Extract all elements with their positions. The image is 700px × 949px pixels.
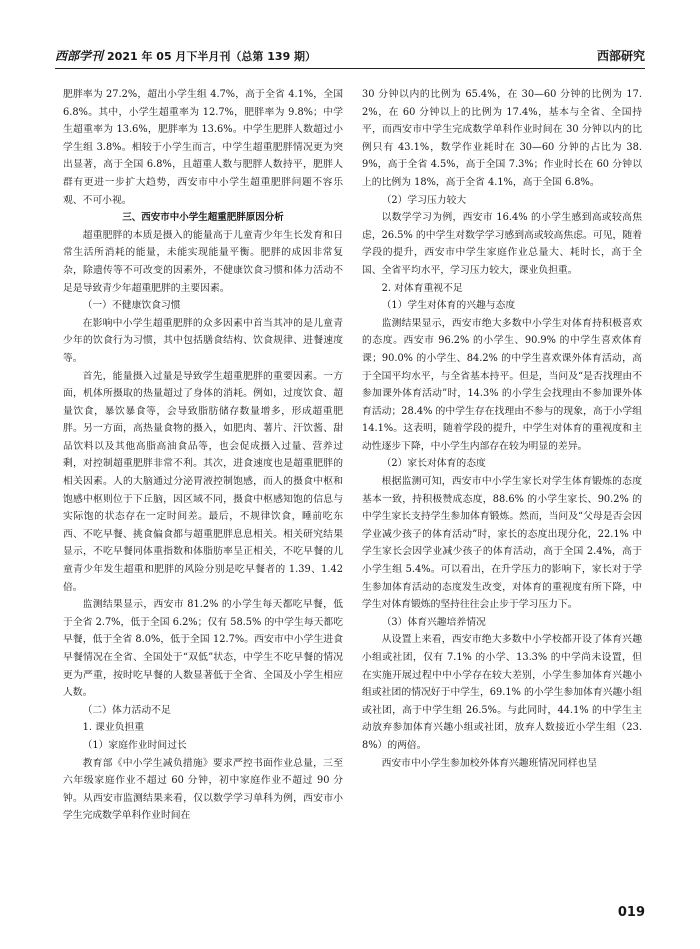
right-heading: 2. 对体育重视不足 xyxy=(381,282,463,294)
journal-logo: 西部学刊 xyxy=(55,49,104,63)
issue-info: 2021 年 05 月下半月刊（总第 139 期） xyxy=(107,50,317,63)
right-paragraph: 30 分钟以内的比例为 65.4%，在 30—60 分钟的比例为 17.2%，在 60 分钟以上的比例为 17.4%，基本与全省、全国持平，而西安市中学生完成数学单科作业时间在 30 分钟以内的比例只有 43.1%，数学作业耗时在 30—60 分钟的占比为 38.9%，高于全省 4.5%，高于全国 7.3%；作业时长在 60 分钟以上的比例为 18%，高于全省 4.1%，高于全国 6.8%。 xyxy=(362,89,642,188)
right-paragraph: 根据监测可知，西安市中小学生家长对学生体育锻炼的态度基本一致，持积极赞成态度，88.6% 的小学生家长、90.2% 的中学生家长支持学生参加体育锻炼。然而，当问及“父母是否会因学业减少孩子的体育活动”时，家长的态度出现分化，22.1% 中学生家长会因学业减少孩子的体育活动，高于全国 2.4%，高于小学生组 5.4%。可以看出，在升学压力的影响下，家长对于学生参加体育活动的态度发生改变，对体育的重视度有所下降，中学生对体育锻炼的坚持往往会止步于学习压力下。 xyxy=(362,476,642,611)
right-heading: （2）家长对体育的态度 xyxy=(381,458,486,470)
left-paragraph: 超重肥胖的本质是摄入的能量高于儿童青少年生长发育和日常生活所消耗的能量，未能实现能量平衡。肥胖的成因非常复杂，除遗传等不可改变的因素外，不健康饮食习惯和体力活动不足是导致青少年超重肥胖的主要因素。 xyxy=(63,229,343,294)
running-header xyxy=(55,46,645,69)
left-paragraph: 肥胖率为 27.2%，超出小学生组 4.7%，高于全省 4.1%，全国 6.8%。其中，小学生超重率为 12.7%，肥胖率为 9.8%；中学生超重率为 13.6%，肥胖率为 13.6%。中学生肥胖人数超过小学生组 3.8%。相较于小学生而言，中学生超重肥胖情况更为突出显著，高于全国 6.8%，且超重人数与肥胖人数持平，肥胖人群有更进一步扩大趋势，西安市中小学生超重肥胖问题不容乐观、不可小视。 xyxy=(63,89,343,206)
left-column xyxy=(63,86,343,825)
left-paragraph: 监测结果显示，西安市 81.2% 的小学生每天都吃早餐，低于全省 2.7%，低于全国 6.2%；仅有 58.5% 的中学生每天都吃早餐，低于全省 8.0%，低于全国 12.7%。西安市中小学生进食早餐情况在全省、全国处于“双低”状态，中学生不吃早餐的情况更为严重，按时吃早餐的人数显著低于全省、全国及小学生相应人数。 xyxy=(63,599,343,699)
section-title: 西部研究 xyxy=(596,49,645,63)
page-number: 019 xyxy=(617,905,645,920)
right-column xyxy=(362,86,642,772)
left-heading: （二）体力活动不足 xyxy=(82,704,171,716)
right-heading: （1）学生对体育的兴趣与态度 xyxy=(381,300,516,312)
left-paragraph: 在影响中小学生超重肥胖的众多因素中首当其冲的是儿童青少年的饮食行为习惯，其中包括膳食结构、饮食规律、进餐速度等。 xyxy=(63,317,343,364)
header-left xyxy=(55,47,316,68)
left-paragraph: 首先，能量摄入过量是导致学生超重肥胖的重要因素。一方面，机体所摄取的热量超过了身体的消耗。例如，过度饮食、超量饮食，暴饮暴食等，会导致脂肪储存数量增多，形成超重肥胖。另一方面，高热量食物的摄入，如肥肉、薯片、汗饮酱、甜品饮料以及其他高脂高油食品等，也会促成摄入过量、营养过剩，对控制超重肥胖非常不利。其次，进食速度也是超重肥胖的相关因素。人的大脑通过分泌胃液控制饱感，而人的摄食中枢和饱感中枢则位于下丘脑，因区域不同，摄食中枢感知饱的信息与实际饱的状态存在一定时间差。最后，不规律饮食，睡前吃东西、不吃早餐、挑食偏食都与超重肥胖息息相关。相关研究结果显示，不吃早餐同体重指数和体脂肪率呈正相关，不吃早餐的儿童青少年发生超重和肥胖的风险分别是吃早餐者的 1.39、1.42 倍。 xyxy=(63,370,343,593)
left-heading: 1. 课业负担重 xyxy=(82,722,145,734)
left-heading: （1）家庭作业时间过长 xyxy=(82,739,187,751)
right-paragraph: 西安市中小学生参加校外体育兴趣班情况同样也呈 xyxy=(381,757,598,769)
left-paragraph: 教育部《中小学生减负措施》要求严控书面作业总量，三至六年级家庭作业不超过 60 分钟，初中家庭作业不超过 90 分钟。从西安市监测结果来看，仅以数学学习单科为例，西安市小学生完成数学单科作业时间在 xyxy=(63,757,343,822)
left-heading: （一）不健康饮食习惯 xyxy=(82,300,181,312)
right-heading: （3）体育兴趣培养情况 xyxy=(381,616,486,628)
right-heading: （2）学习压力较大 xyxy=(381,194,467,206)
right-paragraph: 监测结果显示，西安市绝大多数中小学生对体育持积极喜欢的态度。西安市 96.2% 的小学生、90.9% 的中学生喜欢体育课；90.0% 的小学生、84.2% 的中学生喜欢课外体育活动，高于全国平均水平，与全省基本持平。但是，当问及“是否找理由不参加课外体育活动”时，14.3% 的小学生会找理由不参加课外体育活动；28.4% 的中学生存在找理由不参与的现象，高于小学组 14.1%。这表明，随着学段的提升，中学生对体育的重视度和主动性逐步下降，中小学生内部存在较为明显的差异。 xyxy=(362,317,642,452)
right-paragraph: 从设置上来看，西安市绝大多数中小学校都开设了体育兴趣小组或社团，仅有 7.1% 的小学、13.3% 的中学尚未设置，但在实施开展过程中中小学存在较大差别，小学生参加体育兴趣小组或社团的情况好于中学生，69.1% 的小学生参加体育兴趣小组或社团，高于中学生组 26.5%。与此同时，44.1% 的中学生主动放弃参加体育兴趣小组或社团，放弃人数接近小学生组（23.8%）的两倍。 xyxy=(362,634,642,751)
right-paragraph: 以数学学习为例，西安市 16.4% 的小学生感到高或较高焦虑，26.5% 的中学生对数学学习感到高或较高焦虑。可见，随着学段的提升，西安市中学生家庭作业总量大、耗时长，高于全国、全省平均水平，学习压力较大，课业负担重。 xyxy=(362,212,642,276)
left-heading: 三、西安市中小学生超重肥胖原因分析 xyxy=(122,212,284,224)
